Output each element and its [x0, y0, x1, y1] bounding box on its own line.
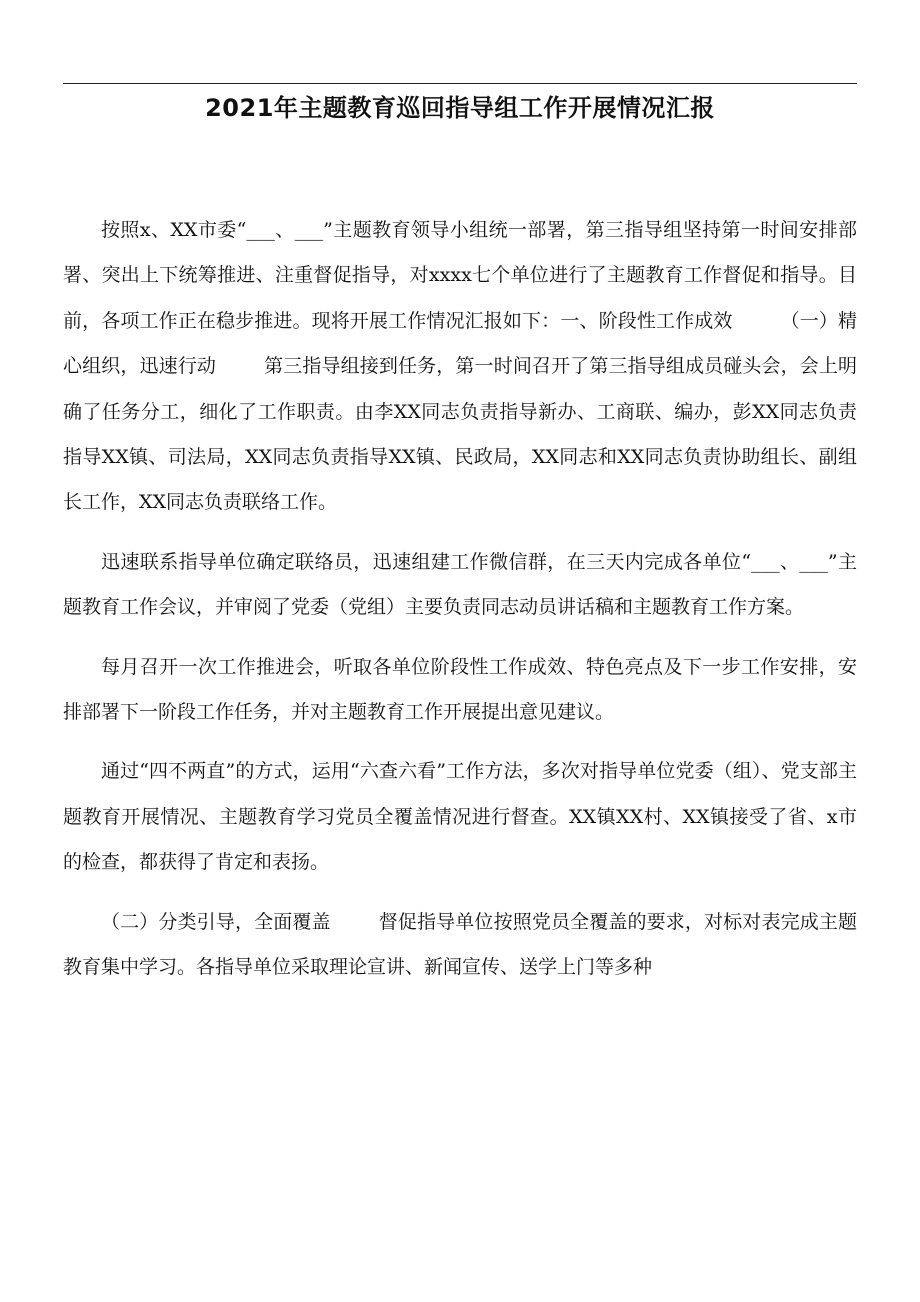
document-body — [63, 208, 857, 991]
paragraph-4: 通过“四不两直”的方式，运用“六查六看”工作方法，多次对指导单位党委（组）、党支部主题教育开展情况、主题教育学习党员全覆盖情况进行督查。XX镇XX村、XX镇接受了省、x市的检查，都获得了肯定和表扬。 — [63, 760, 857, 874]
subsection-heading-1: （一）精心组织，迅速行动 — [63, 309, 857, 378]
paragraph-2: 迅速联系指导单位确定联络员，迅速组建工作微信群，在三天内完成各单位“___、___”主题教育工作会议，并审阅了党委（党组）主要负责同志动员讲话稿和主题教育工作方案。 — [63, 550, 857, 619]
section-heading-1: 一、阶段性工作成效 — [560, 309, 733, 332]
paragraph-5-body: 督促指导单位按照党员全覆盖的要求，对标对表完成主题教育集中学习。各指导单位采取理论宣讲、新闻宣传、送学上门等多种 — [63, 910, 857, 979]
document-title: 2021年主题教育巡回指导组工作开展情况汇报 — [205, 94, 715, 122]
paragraph-5 — [63, 900, 857, 991]
paragraph-1-body: 第三指导组接到任务，第一时间召开了第三指导组成员碰头会，会上明确了任务分工，细化了工作职责。由李XX同志负责指导新办、工商联、编办，彭XX同志负责指导XX镇、司法局，XX同志负责指导XX镇、民政局，XX同志和XX同志负责协助组长、副组长工作，XX同志负责联络工作。 — [63, 355, 857, 514]
paragraph-1 — [63, 208, 857, 526]
intro-text: 按照x、XX市委“___、___”主题教育领导小组统一部署，第三指导组坚持第一时间安排部署、突出上下统筹推进、注重督促指导，对xxxx七个单位进行了主题教育工作督促和指导。目前，各项工作正在稳步推进。现将开展工作情况汇报如下： — [63, 219, 857, 332]
header-rule — [63, 83, 857, 84]
subsection-heading-2: （二）分类引导，全面覆盖 — [101, 910, 331, 933]
paragraph-3: 每月召开一次工作推进会，听取各单位阶段性工作成效、特色亮点及下一步工作安排，安排部署下一阶段工作任务，并对主题教育工作开展提出意见建议。 — [63, 655, 857, 724]
